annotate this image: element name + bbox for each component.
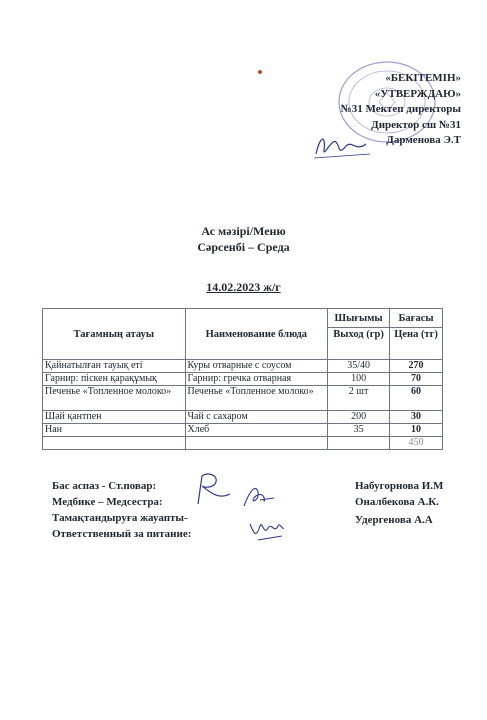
dish-ru: Чай с сахаром xyxy=(185,411,328,424)
cook-signature xyxy=(188,470,238,506)
dish-kz: Қайнатылған тауық еті xyxy=(43,360,186,373)
total-price: 450 xyxy=(390,437,443,450)
responsible-name: Удергенова А.А xyxy=(355,514,433,526)
approval-ru: «УТВЕРЖДАЮ» xyxy=(374,87,461,100)
table-row xyxy=(43,373,443,386)
nurse-name: Оналбекова А.К. xyxy=(355,496,439,508)
dish-yield: 2 шт xyxy=(328,386,390,411)
cook-name: Набугорнова И.М xyxy=(355,480,444,492)
dish-yield: 35/40 xyxy=(328,360,390,373)
dish-price: 270 xyxy=(390,360,443,373)
cook-label: Бас аспаз - Ст.повар: xyxy=(52,480,157,492)
col-header-price-kz: Бағасы xyxy=(390,309,443,328)
menu-date: 14.02.2023 ж/г xyxy=(206,280,281,294)
dish-ru: Гарнир: гречка отварная xyxy=(185,373,328,386)
dish-price: 60 xyxy=(390,386,443,411)
menu-day: Сәрсенбі – Среда xyxy=(197,240,290,254)
dish-yield: 100 xyxy=(328,373,390,386)
nurse-signature xyxy=(240,480,280,510)
dish-price: 70 xyxy=(390,373,443,386)
dish-kz: Печенье «Топленное молоко» xyxy=(43,386,186,411)
table-row xyxy=(43,386,443,411)
dish-ru: Куры отварные с соусом xyxy=(185,360,328,373)
col-header-yield-ru: Выход (гр) xyxy=(328,328,390,360)
nurse-label: Медбике – Медсестра: xyxy=(52,496,163,508)
menu-table xyxy=(42,308,443,450)
table-row xyxy=(43,360,443,373)
signature-names xyxy=(355,478,443,542)
dish-kz: Нан xyxy=(43,424,186,437)
ink-dot xyxy=(258,70,262,74)
dish-yield: 35 xyxy=(328,424,390,437)
col-header-price-ru: Цена (тг) xyxy=(390,328,443,360)
responsible-signature xyxy=(246,516,288,546)
responsible-label-ru: Ответственный за питание: xyxy=(52,528,192,540)
dish-price: 30 xyxy=(390,411,443,424)
approval-school-kz: №31 Мектеп директоры xyxy=(340,103,461,115)
col-header-yield-kz: Шығымы xyxy=(328,309,390,328)
table-total-row xyxy=(43,437,443,450)
table-row xyxy=(43,411,443,424)
dish-kz: Гарнир: піскен қарақұмық xyxy=(43,373,186,386)
table-header-row xyxy=(43,309,443,328)
col-header-name-ru: Наименование блюда xyxy=(185,309,328,360)
approval-school-ru: Директор сш №31 xyxy=(371,118,461,131)
dish-yield: 200 xyxy=(328,411,390,424)
dish-price: 10 xyxy=(390,424,443,437)
dish-kz: Шәй қантпен xyxy=(43,411,186,424)
approval-director-name: Дарменова Э.Т xyxy=(386,134,461,146)
signature-labels xyxy=(52,478,191,542)
approval-kz: «БЕКІТЕМІН» xyxy=(385,72,461,84)
dish-ru: Печенье «Топленное молоко» xyxy=(185,386,328,411)
approval-block xyxy=(341,71,461,149)
responsible-label-kz: Тамақтандыруға жауапты- xyxy=(52,512,188,524)
col-header-name-kz: Тағамның атауы xyxy=(43,309,186,360)
dish-ru: Хлеб xyxy=(185,424,328,437)
menu-title: Ас мәзірі/Меню xyxy=(201,224,286,238)
table-row xyxy=(43,424,443,437)
